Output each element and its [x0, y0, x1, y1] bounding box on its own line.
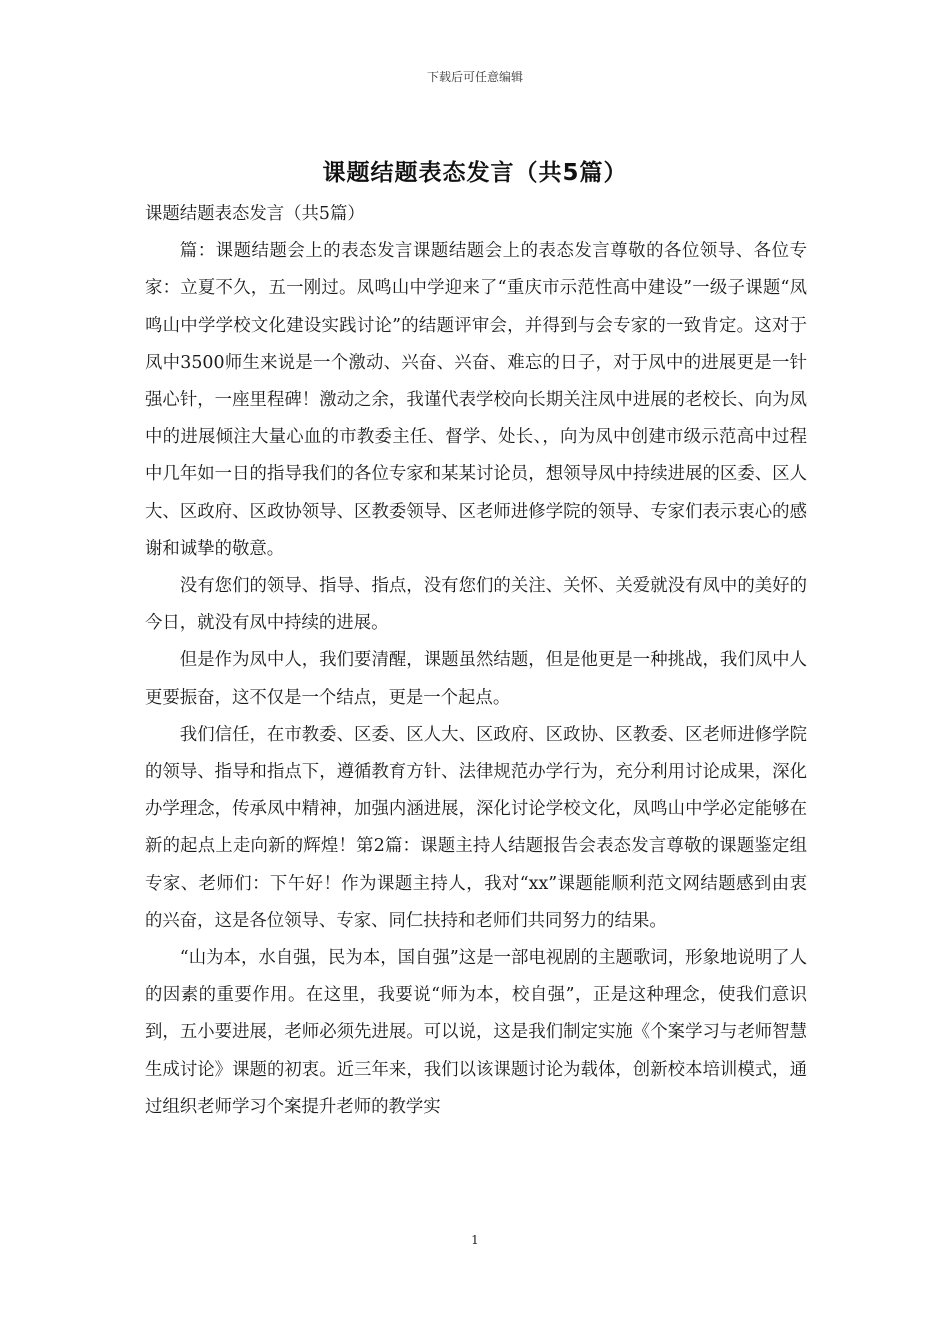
paragraph: 但是作为凤中人，我们要清醒，课题虽然结题，但是他更是一种挑战，我们凤中人更要振奋，这不仅是一个结点，更是一个起点。	[145, 650, 807, 708]
paragraph: “山为本，水自强，民为本，国自强”这是一部电视剧的主题歌词，形象地说明了人的因素的重要作用。在这里，我要说“师为本，校自强”，正是这种理念，使我们意识到，五小要进展，老师必须先进展。可以说，这是我们制定实施《个案学习与老师智慧生成讨论》课题的初衷。近三年来，我们以该课题讨论为载体，创新校本培训模式，通过组织老师学习个案提升老师的教学实	[145, 948, 807, 1117]
header-note: 下载后可任意编辑	[426, 70, 523, 84]
document-title: 课题结题表态发言（共5篇）	[322, 160, 628, 186]
paragraph: 没有您们的领导、指导、指点，没有您们的关注、关怀、关爱就没有凤中的美好的今日，就没有凤中持续的进展。	[145, 576, 807, 634]
paragraph: 我们信任，在市教委、区委、区人大、区政府、区政协、区教委、区老师进修学院的领导、指导和指点下，遵循教育方针、法律规范办学行为，充分利用讨论成果，深化办学理念，传承凤中精神，加强内涵进展，深化讨论学校文化，凤鸣山中学必定能够在新的起点上走向新的辉煌！第2篇：课题主持人结题报告会表态发言尊敬的课题鉴定组专家、老师们：下午好！作为课题主持人，我对“xx”课题能顺利范文网结题感到由衷的兴奋，这是各位领导、专家、同仁扶持和老师们共同努力的结果。	[145, 724, 807, 931]
paragraph: 篇：课题结题会上的表态发言课题结题会上的表态发言尊敬的各位领导、各位专家：立夏不久，五一刚过。凤鸣山中学迎来了“重庆市示范性高中建设”一级子课题“凤鸣山中学学校文化建设实践讨论”的结题评审会，并得到与会专家的一致肯定。这对于凤中3500师生来说是一个激动、兴奋、兴奋、难忘的日子，对于凤中的进展更是一针强心针，一座里程碑！激动之余，我谨代表学校向长期关注凤中进展的老校长、向为凤中的进展倾注大量心血的市教委主任、督学、处长、，向为凤中创建市级示范高中过程中几年如一日的指导我们的各位专家和某某讨论员，想领导凤中持续进展的区委、区人大、区政府、区政协领导、区教委领导、区老师进修学院的领导、专家们表示衷心的感谢和诚挚的敬意。	[145, 241, 807, 559]
document-body	[145, 196, 807, 1126]
document-subtitle: 课题结题表态发言（共5篇）	[145, 204, 365, 224]
page-number: 1	[471, 1233, 479, 1247]
